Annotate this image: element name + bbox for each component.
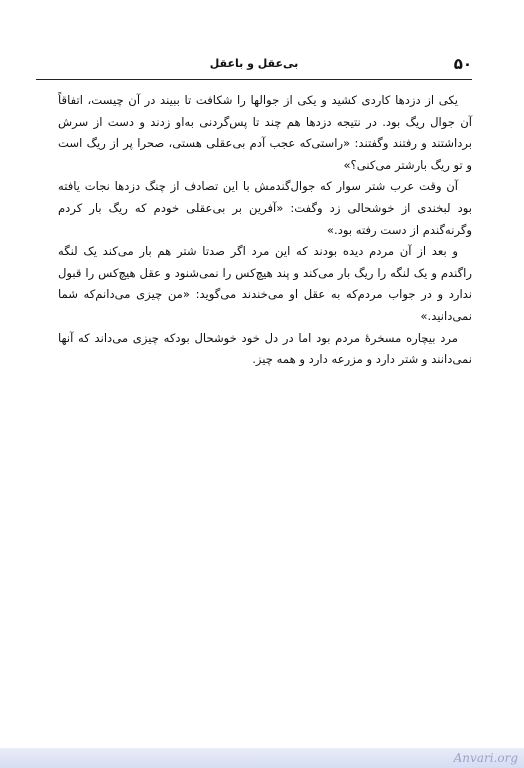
paragraph-2: آن وقت عرب شتر سوار که جوال‌گندمش با این تصادف از چنگ دزدها نجات یافته بود لبخندی از خوشحالی زد وگفت: «آفرین بر بی‌عقلی خودم که ریگ بار کردم وگرنه‌گندم از دست رفته بود.» xyxy=(58,179,472,237)
paragraph-3: و بعد از آن مردم دیده بودند که این مرد اگر صدتا شتر هم بار می‌کند یک لنگه راگندم و یک لنگه را ریگ بار می‌کند و پند هیچ‌کس را نمی‌شنود و عقل هیچ‌کس را قبول ندارد و در جواب مردم‌که به عقل او می‌خندند می‌گوید: «من چیزی می‌دانم‌که شما نمی‌دانید.» xyxy=(58,244,472,323)
site-watermark: Anvari.org xyxy=(453,751,518,765)
paragraph-4: مرد بیچاره مسخرهٔ مردم بود اما در دل خود خوشحال بودکه چیزی می‌داند که آنها نمی‌دانند و شتر دارد و مزرعه دارد و همه چیز. xyxy=(58,330,472,367)
page-number: ۵۰ xyxy=(453,55,472,73)
running-title: بی‌عقل و باعقل xyxy=(209,57,299,70)
story-text xyxy=(58,90,472,371)
page-header xyxy=(36,54,472,78)
paragraph-1: یکی از دزدها کاردی کشید و یکی از جوالها را شکافت تا ببیند در آن چیست، اتفاقاً آن جوال ریگ بود. در نتیجه دزدها هم چند تا پس‌گردنی به‌او زدند و دست از سرش برداشتند و رفتند وگفتند: «راستی‌که عجب آدم بی‌عقلی هستی، صحرا پر از ریگ است و تو ریگ بارشتر می‌کنی؟» xyxy=(58,93,472,172)
header-divider xyxy=(36,79,472,80)
footer-strip xyxy=(0,748,524,768)
